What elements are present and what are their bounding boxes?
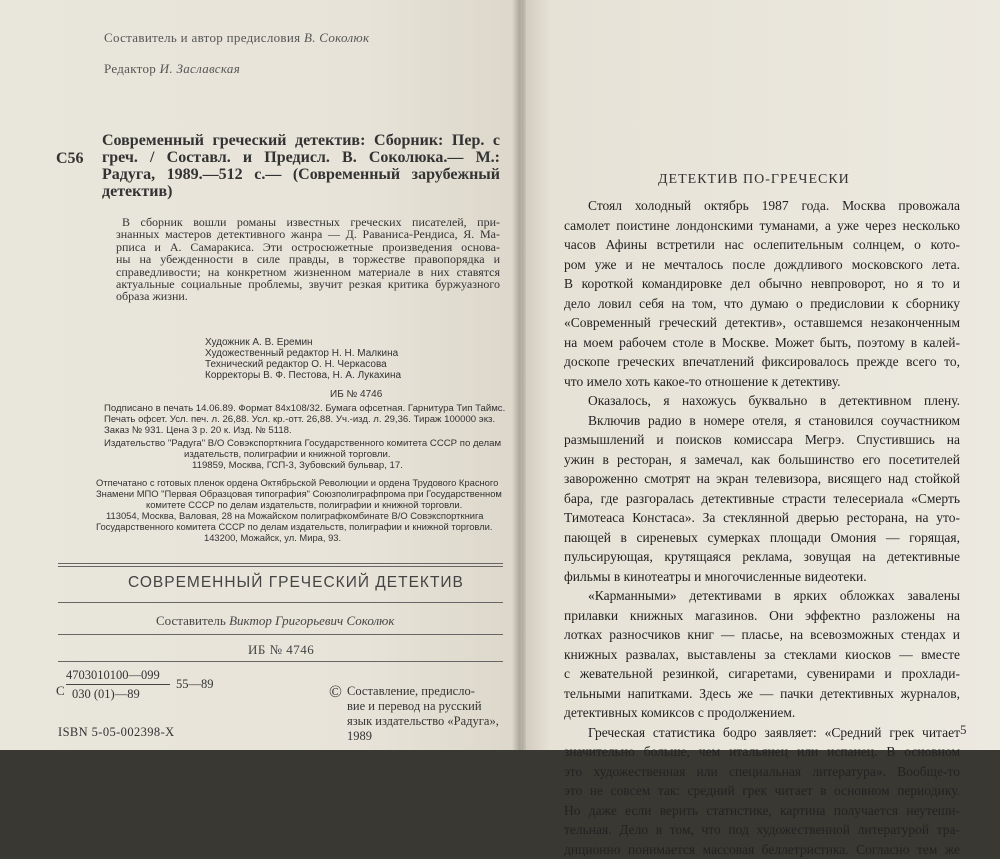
code-suffix: 55—89: [176, 677, 214, 692]
annotation-line: ны на убежденности в силе правды, в торжестве правопорядка и: [116, 253, 500, 265]
text-line: завороженно смотрят на экран телевизора, висящего над стойкой: [564, 469, 960, 489]
code-numerator: 4703010100—099: [66, 668, 160, 683]
printer-line: Знамени МПО "Первая Образцовая типография" Союзполиграфпрома при Государственном: [96, 488, 502, 499]
text-line: что имело хоть какое-то отношение к детективу.: [564, 372, 960, 392]
text-line: бара, где разгоралась детективные страсти телесериала «Смерть: [564, 489, 960, 509]
printer-line: Государственного комитета СССР по делам издательств, полиграфии и книжной торговли.: [96, 521, 502, 532]
divider: [58, 566, 503, 567]
text-line: «Карманными» детективами в ярких обложках завалены: [564, 586, 960, 606]
text-line: доскопе греческих впечатлений фиксировалось прежде всего то,: [564, 352, 960, 372]
copyright-line: вие и перевод на русский: [347, 699, 499, 714]
annotation: [116, 216, 500, 303]
copyright-line: 1989: [347, 729, 499, 744]
production-credits: [205, 337, 401, 381]
divider: [58, 634, 503, 635]
printer-info: [96, 477, 502, 543]
credit-line: Технический редактор О. Н. Черкасова: [205, 359, 401, 370]
text-line: Греческая статистика бодро заявляет: «Средний грек читает: [564, 723, 960, 743]
annotation-line: актуальные социальные проблемы, звучит резкая критика буржуазного: [116, 278, 500, 290]
text-line: фильмы в кинотеатры и многочисленные видеотеки.: [564, 567, 960, 587]
publisher-line: 119859, Москва, ГСП-3, Зубовский бульвар, 17.: [104, 460, 501, 471]
index-code: С56: [56, 150, 84, 167]
compiler-credit: [104, 30, 369, 46]
body-text: [564, 196, 960, 859]
right-page: [522, 0, 1000, 750]
print-line: Заказ № 931. Цена 3 р. 20 к. Изд. № 5118.: [104, 425, 505, 436]
text-line: значительно больше, чем итальянец или испанец. В основном: [564, 742, 960, 762]
copyright-line: Составление, предисло-: [347, 684, 499, 699]
bib-line: греч. / Составл. и Предисл. В. Соколюка.— М.:: [102, 149, 500, 166]
text-line: Стоял холодный октябрь 1987 года. Москва провожала: [564, 196, 960, 216]
divider: [58, 661, 503, 662]
editor-label: Редактор: [104, 61, 156, 76]
compiler-name: В. Соколюк: [304, 30, 369, 45]
annotation-line: рписа и А. Самаракиса. Эти остросюжетные произведения основа-: [116, 241, 500, 253]
text-line: пающей в сиреневых сумерках площади Омония — горящая,: [564, 528, 960, 548]
text-line: часов Афины встретили нас ослепительным солнцем, о кото-: [564, 235, 960, 255]
text-line: пульсирующая, крутящаяся реклама, зовущая на детективные: [564, 547, 960, 567]
page-number: 5: [960, 722, 967, 738]
text-line: Включив радио в номере отеля, я становился соучастником: [564, 411, 960, 431]
text-line: это художественная или специальная литература». Вообще-то: [564, 762, 960, 782]
editor-credit: [104, 61, 240, 77]
text-line: ужин в ресторан, я замечал, как большинство его посетителей: [564, 450, 960, 470]
text-line: лотках разносчиков книг — пласье, на всевозможных стендах и: [564, 625, 960, 645]
isbn: ISBN 5-05-002398-X: [58, 725, 175, 740]
text-line: Но даже если верить статистике, картина получается неутеши-: [564, 801, 960, 821]
book-gutter: [512, 0, 526, 750]
copyright-notice: [347, 684, 499, 744]
publisher-line: издательств, полиграфии и книжной торговли.: [104, 449, 501, 460]
annotation-line: образа жизни.: [116, 290, 500, 302]
print-details: [104, 403, 505, 436]
annotation-line: справедливости; на конкретном жизненном материале в них ставятся: [116, 266, 500, 278]
box-ib: ИБ № 4746: [248, 642, 314, 658]
text-line: дело ловил себя на том, что думаю о предисловии к сборнику: [564, 294, 960, 314]
text-line: детективных комиксов с продолжением.: [564, 703, 960, 723]
text-line: тельными напитками. Здесь же — пачки детективных журналов,: [564, 684, 960, 704]
editor-name: И. Заславская: [160, 61, 240, 76]
divider: [58, 602, 503, 603]
text-line: тельная. Дело в том, что под художественной литературой тра-: [564, 820, 960, 840]
code-denominator: 030 (01)—89: [72, 687, 140, 702]
annotation-line: В сборник вошли романы известных греческих писателей, при-: [116, 216, 500, 228]
box-compiler-label: Составитель: [156, 613, 226, 628]
ib-number: ИБ № 4746: [330, 389, 382, 400]
divider: [58, 563, 503, 564]
text-line: Тимотеаса Констаса». За стеклянной дверью ресторана, на уто-: [564, 508, 960, 528]
copyright-line: язык издательство «Радуга»,: [347, 714, 499, 729]
text-line: ром уже и не мечталось после дождливого московского лета.: [564, 255, 960, 275]
bib-line: Радуга, 1989.—512 с.— (Современный зарубежный: [102, 166, 500, 183]
bibliographic-entry: [102, 132, 500, 200]
text-line: прилавки книжных магазинов. Они эффектно разложены на: [564, 606, 960, 626]
printer-line: 143200, Можайск, ул. Мира, 93.: [96, 532, 502, 543]
box-compiler: [156, 613, 394, 629]
code-prefix: С: [56, 683, 65, 699]
compiler-label: Составитель и автор предисловия: [104, 30, 300, 45]
print-line: Подписано в печать 14.06.89. Формат 84х108/32. Бумага офсетная. Гарнитура Тип Таймс.: [104, 403, 505, 414]
text-line: В короткой командировке дел обычно невпроворот, но я то и: [564, 274, 960, 294]
text-line: книжных развалах, выставлены за стеклами киосков — вместе: [564, 645, 960, 665]
text-line: это не совсем так: средний грек читает в основном периодику.: [564, 781, 960, 801]
credit-line: Художник А. В. Еремин: [205, 337, 401, 348]
text-line: «Современный греческий детектив», оставшемся незаконченным: [564, 313, 960, 333]
credit-line: Корректоры В. Ф. Пестова, Н. А. Лукахина: [205, 370, 401, 381]
text-line: с жевательной резинкой, сигаретами, сувенирами и прохлади-: [564, 664, 960, 684]
box-compiler-name: Виктор Григорьевич Соколюк: [229, 613, 394, 628]
fraction-bar: [66, 684, 170, 685]
text-line: самолет поистине лондонскими туманами, а уже через несколько: [564, 216, 960, 236]
printer-line: Отпечатано с готовых пленок ордена Октябрьской Революции и ордена Трудового Красного: [96, 477, 502, 488]
text-line: размышлений и поисков комиссара Мегрэ. Спустившись на: [564, 430, 960, 450]
chapter-heading: ДЕТЕКТИВ ПО-ГРЕЧЕСКИ: [658, 172, 850, 188]
printer-line: 113054, Москва, Валовая, 28 на Можайском полиграфкомбинате В/О Совэкспорткнига: [96, 510, 502, 521]
annotation-line: знанных мастеров детективного жанра — Д. Раваниса-Рендиса, Я. Ма-: [116, 228, 500, 240]
text-line: Оказалось, я нахожусь буквально в детективном плену.: [564, 391, 960, 411]
box-title: СОВРЕМЕННЫЙ ГРЕЧЕСКИЙ ДЕТЕКТИВ: [128, 574, 464, 592]
publisher-info: [104, 438, 501, 471]
credit-line: Художественный редактор Н. Н. Малкина: [205, 348, 401, 359]
print-line: Печать офсет. Усл. печ. л. 26,88. Усл. кр.-отт. 26,88. Уч.-изд. л. 29,36. Тираж 100000 экз.: [104, 414, 505, 425]
publisher-line: Издательство "Радуга" В/О Совэкспорткнига Государственного комитета СССР по делам: [104, 438, 501, 449]
text-line: диционно понимается массовая беллетристика. Согласно тем же: [564, 840, 960, 859]
bib-line: Современный греческий детектив: Сборник: Пер. с: [102, 132, 500, 149]
copyright-symbol: ©: [329, 682, 342, 702]
printer-line: комитете СССР по делам издательств, полиграфии и книжной торговли.: [96, 499, 502, 510]
left-page: [0, 0, 522, 750]
text-line: на моем рабочем столе в Москве. Может быть, поэтому в калей-: [564, 333, 960, 353]
bib-line: детектив): [102, 183, 500, 200]
